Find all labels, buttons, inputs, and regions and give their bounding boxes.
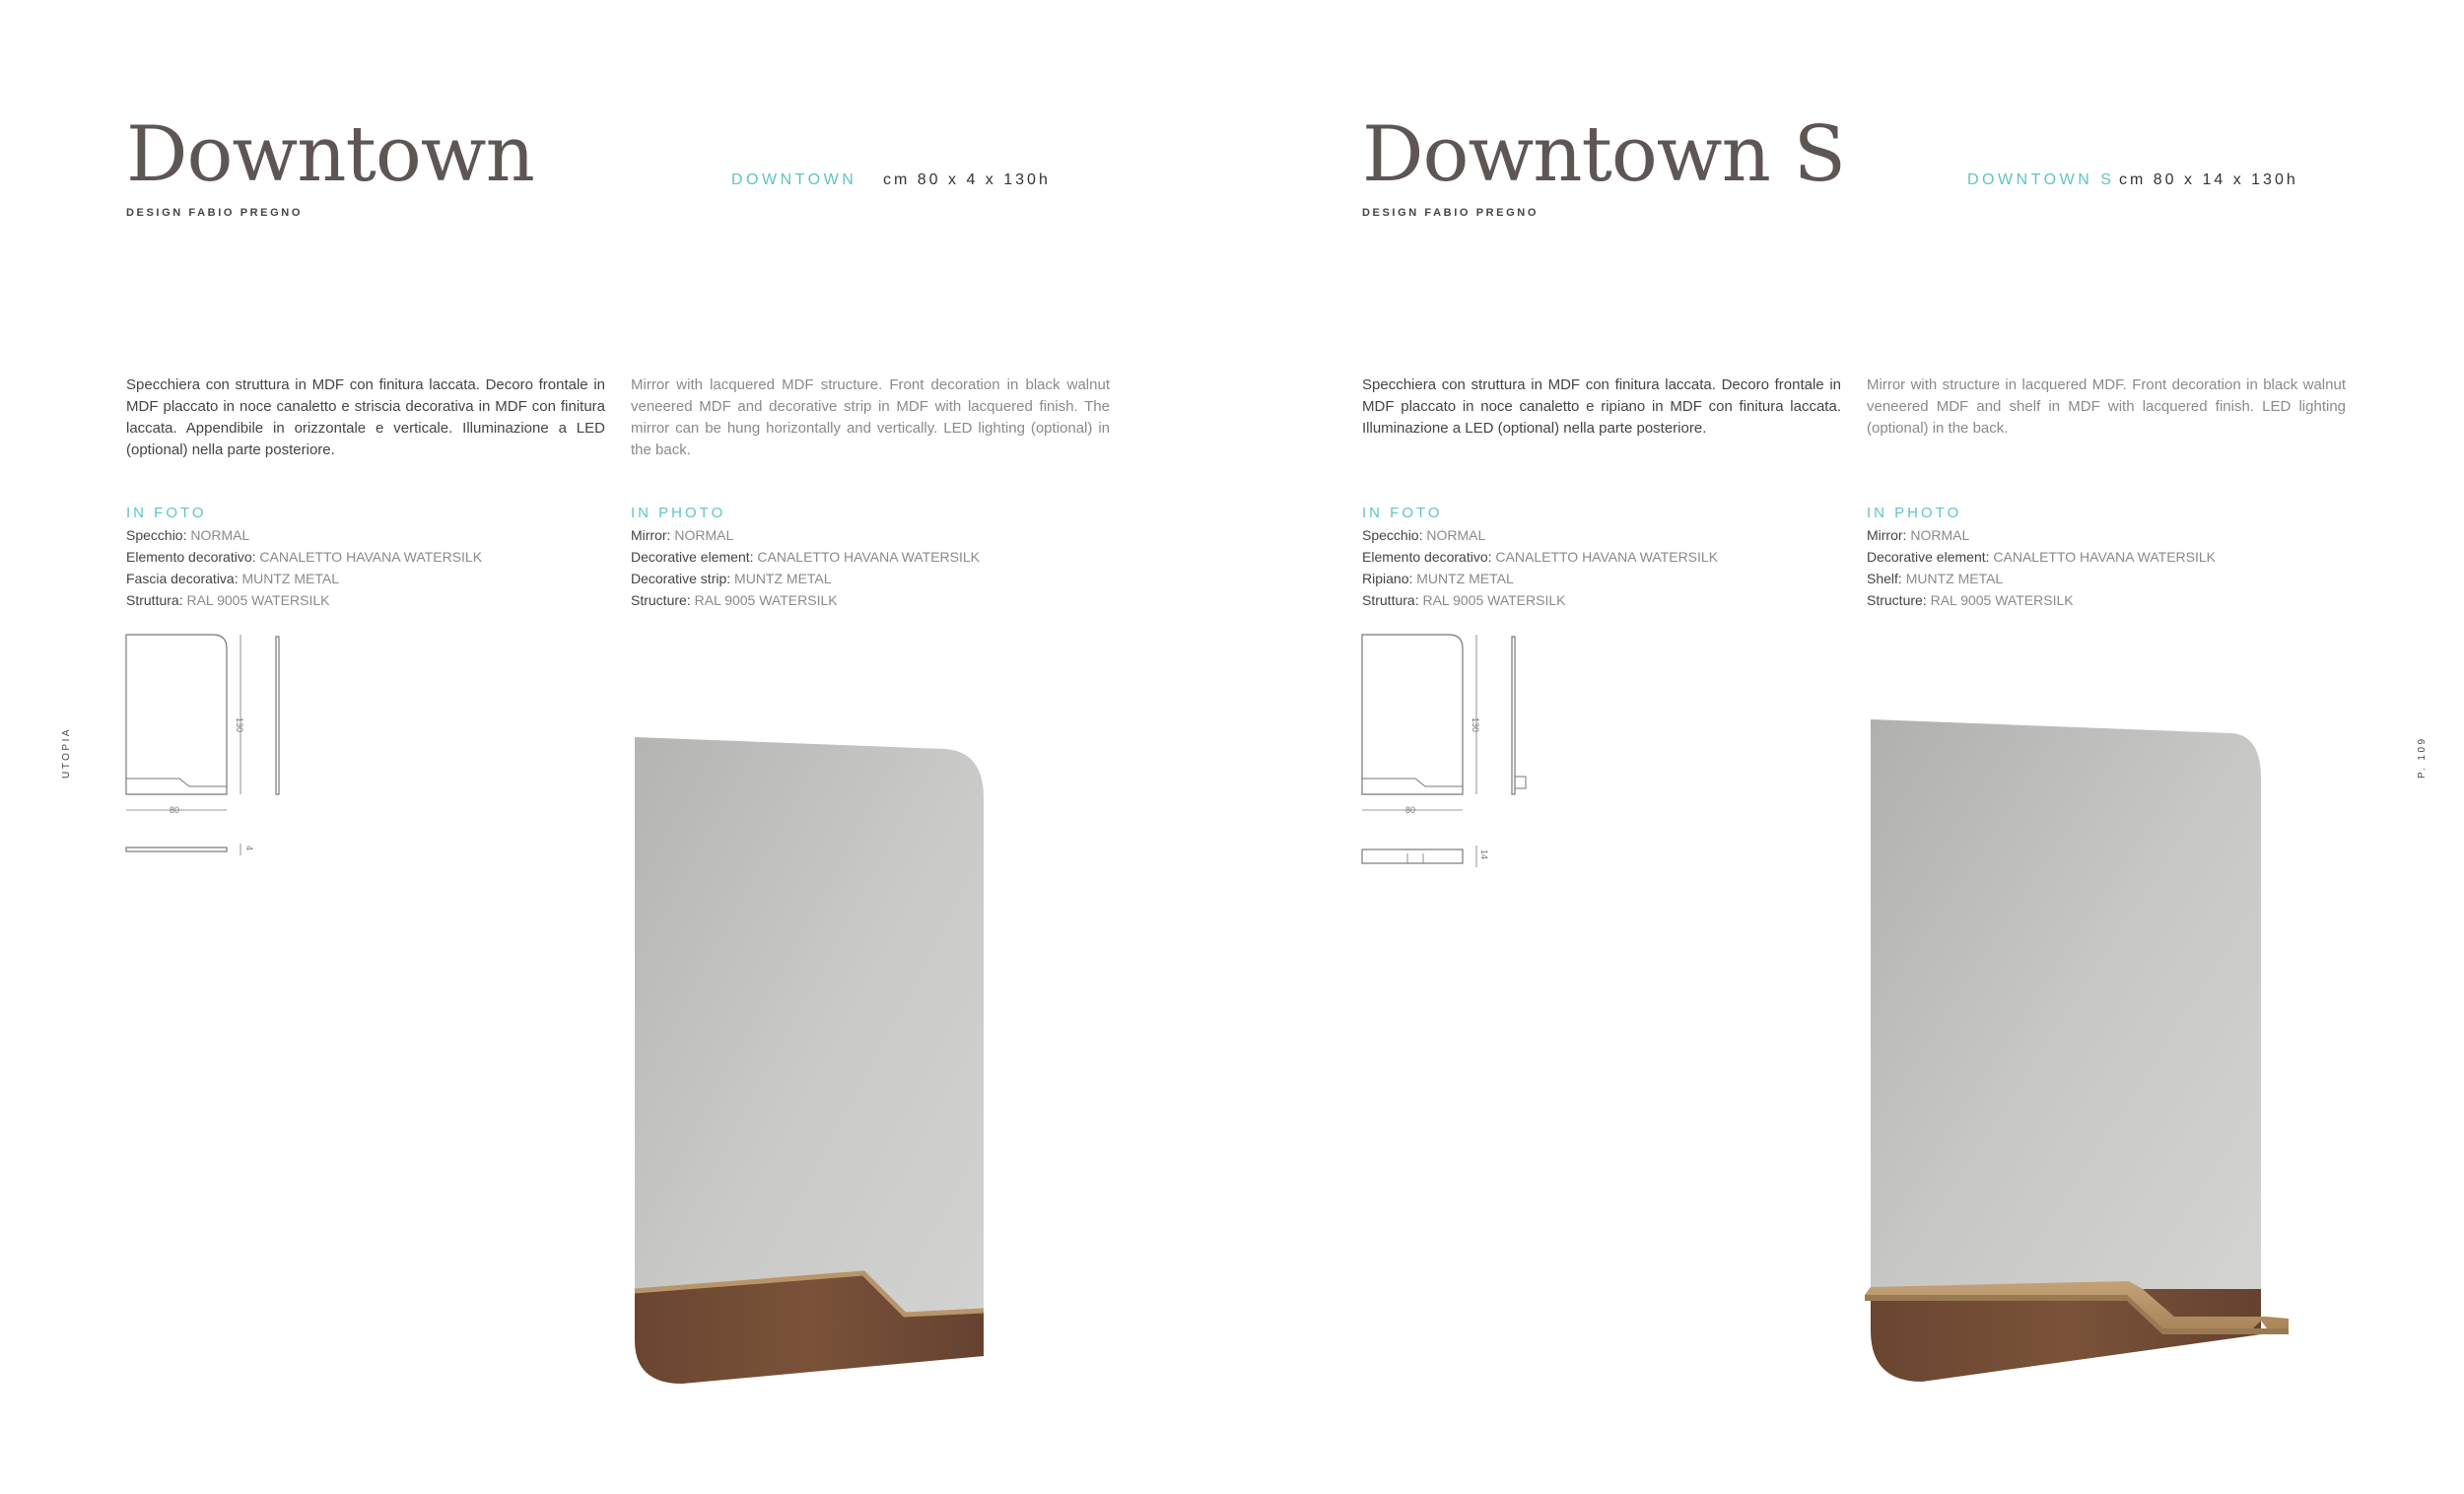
page-number: P. 109 (2417, 736, 2428, 779)
left-designer: DESIGN FABIO PREGNO (126, 207, 303, 219)
left-dimensions: cm 80 x 4 x 130h (883, 171, 1051, 188)
left-in-photo-heading: IN PHOTO (631, 505, 726, 521)
mirror-surface (1871, 719, 2261, 1319)
right-in-photo-heading: IN PHOTO (1867, 505, 1962, 521)
right-technical-drawing (1354, 627, 1532, 873)
spec-item: Mirror: NORMAL (1867, 527, 1970, 543)
right-title: Downtown S (1362, 110, 1846, 199)
spec-item: Structure: RAL 9005 WATERSILK (631, 592, 838, 608)
depth-label: 14 (1479, 849, 1489, 860)
spec-item: Specchio: NORMAL (126, 527, 250, 543)
decor-line (126, 779, 227, 786)
right-model-name: DOWNTOWN S (1967, 171, 2115, 188)
width-label: 80 (170, 805, 180, 815)
right-product-image (1863, 710, 2296, 1399)
left-description-en: Mirror with lacquered MDF structure. Front decoration in black walnut veneered MDF and decorative strip in MDF with lacquered finish. The mirror can be hung horizontally and vertically. LED lighting (optional) in the back. (631, 376, 1110, 458)
depth-label: 4 (244, 846, 254, 851)
right-designer: DESIGN FABIO PREGNO (1362, 207, 1539, 219)
left-in-foto-heading: IN FOTO (126, 505, 207, 521)
spec-item: Mirror: NORMAL (631, 527, 734, 543)
right-spec-it-list (1362, 524, 1718, 611)
right-description-en: Mirror with structure in lacquered MDF. Front decoration in black walnut veneered MDF and shelf in MDF with lacquered finish. LED lighting (optional) in the back. (1867, 376, 2346, 437)
width-label: 80 (1405, 805, 1416, 815)
decor-line (1362, 779, 1463, 786)
height-label: 130 (1471, 717, 1480, 733)
spec-item: Fascia decorativa: MUNTZ METAL (126, 571, 340, 586)
left-spec-it-list (126, 524, 482, 611)
top-view (1362, 849, 1463, 863)
side-view (1512, 637, 1515, 794)
side-view (276, 637, 279, 794)
walnut-decoration (1871, 1289, 2261, 1382)
right-dimensions: cm 80 x 14 x 130h (2119, 171, 2298, 188)
spec-item: Shelf: MUNTZ METAL (1867, 571, 2004, 586)
left-product-image (631, 729, 1005, 1390)
front-view-outline (1362, 635, 1463, 794)
spec-item: Elemento decorativo: CANALETTO HAVANA WATERSILK (126, 549, 483, 565)
left-title: Downtown (126, 110, 534, 199)
left-technical-drawing (118, 627, 276, 863)
spec-item: Struttura: RAL 9005 WATERSILK (126, 592, 330, 608)
height-label: 130 (235, 717, 244, 733)
spec-item: Decorative strip: MUNTZ METAL (631, 571, 832, 586)
left-description-it: Specchiera con struttura in MDF con finitura laccata. Decoro frontale in MDF placcato in noce canaletto e striscia decorativa in MDF con finitura laccata. Appendibile in orizzontale e verticale. Illuminazione a LED (optional) nella parte posteriore. (126, 376, 605, 458)
left-spec-en-list (631, 524, 980, 611)
side-view-shelf (1515, 777, 1526, 788)
spec-item: Specchio: NORMAL (1362, 527, 1486, 543)
spec-item: Structure: RAL 9005 WATERSILK (1867, 592, 2074, 608)
spec-item: Decorative element: CANALETTO HAVANA WATERSILK (631, 549, 981, 565)
front-view-outline (126, 635, 227, 794)
side-label: UTOPIA (61, 726, 72, 779)
spec-item: Struttura: RAL 9005 WATERSILK (1362, 592, 1566, 608)
spec-item: Elemento decorativo: CANALETTO HAVANA WATERSILK (1362, 549, 1719, 565)
spec-item: Decorative element: CANALETTO HAVANA WATERSILK (1867, 549, 2217, 565)
left-model-name: DOWNTOWN (731, 171, 857, 188)
top-view (126, 848, 227, 851)
right-in-foto-heading: IN FOTO (1362, 505, 1443, 521)
spec-item: Ripiano: MUNTZ METAL (1362, 571, 1514, 586)
right-description-it: Specchiera con struttura in MDF con finitura laccata. Decoro frontale in MDF placcato in noce canaletto e ripiano in MDF con finitura laccata. Illuminazione a LED (optional) nella parte posteriore. (1362, 376, 1841, 437)
right-spec-en-list (1867, 524, 2216, 611)
